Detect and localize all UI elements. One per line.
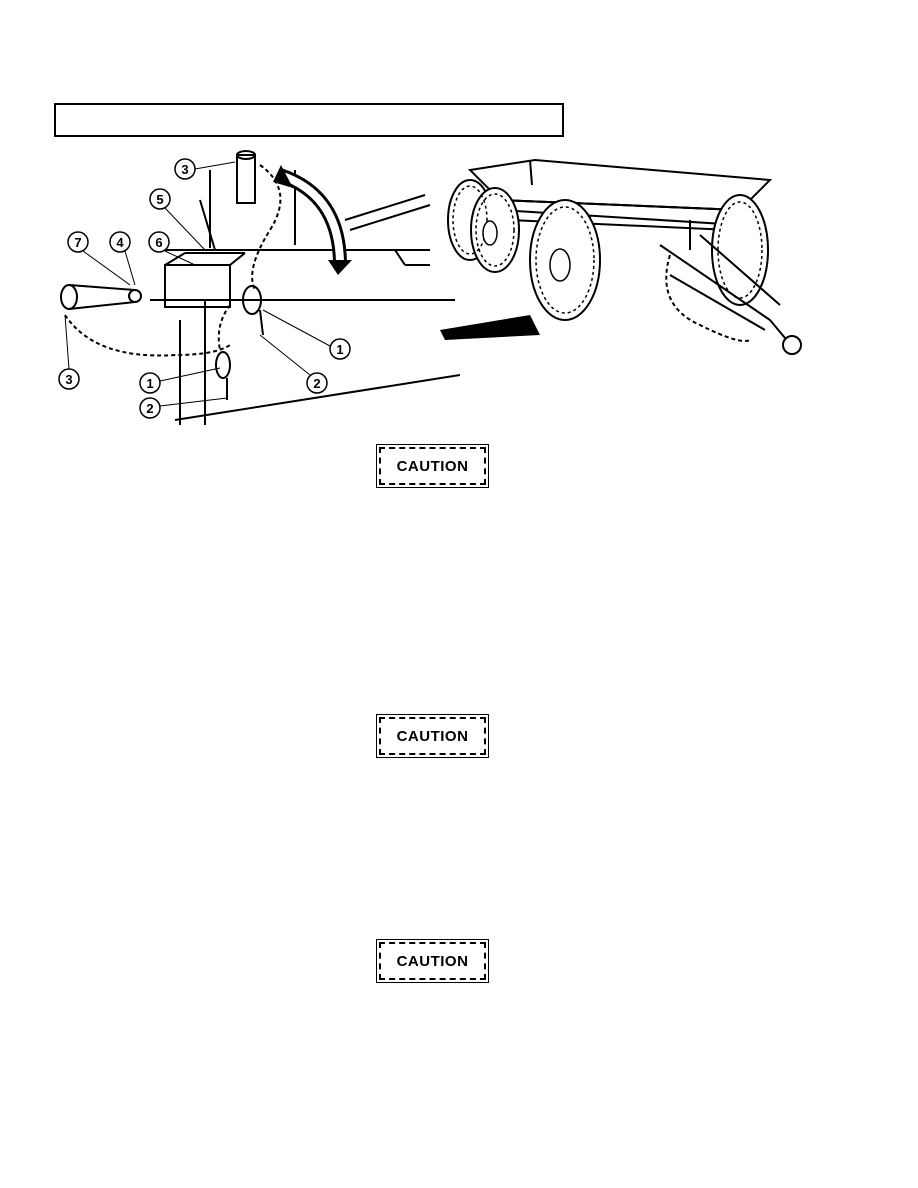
callout-3-top — [175, 159, 235, 179]
callout-3-left — [59, 315, 79, 389]
callout-label: 7 — [74, 235, 82, 250]
callout-label: 1 — [146, 376, 154, 391]
callout-label: 2 — [146, 401, 154, 416]
trailer-figure — [440, 155, 810, 370]
callout-label: 3 — [181, 162, 189, 177]
callout-label: 3 — [65, 372, 73, 387]
callout-label: 6 — [155, 235, 163, 250]
callout-label: 2 — [313, 376, 321, 391]
callout-2-bottom — [140, 398, 227, 418]
callout-1-right — [263, 310, 350, 359]
caution-text: CAUTION — [396, 457, 469, 475]
caution-label-1 — [379, 447, 486, 485]
caution-text: CAUTION — [396, 952, 469, 970]
pin-assembly-figure — [55, 150, 460, 425]
section-title-box — [54, 103, 564, 137]
callout-label: 4 — [116, 235, 124, 250]
callout-label: 1 — [336, 342, 344, 357]
callout-label: 5 — [156, 192, 164, 207]
callout-2-right — [260, 335, 327, 393]
caution-label-2 — [379, 717, 486, 755]
caution-label-3 — [379, 942, 486, 980]
callout-4 — [110, 232, 135, 285]
caution-text: CAUTION — [396, 727, 469, 745]
